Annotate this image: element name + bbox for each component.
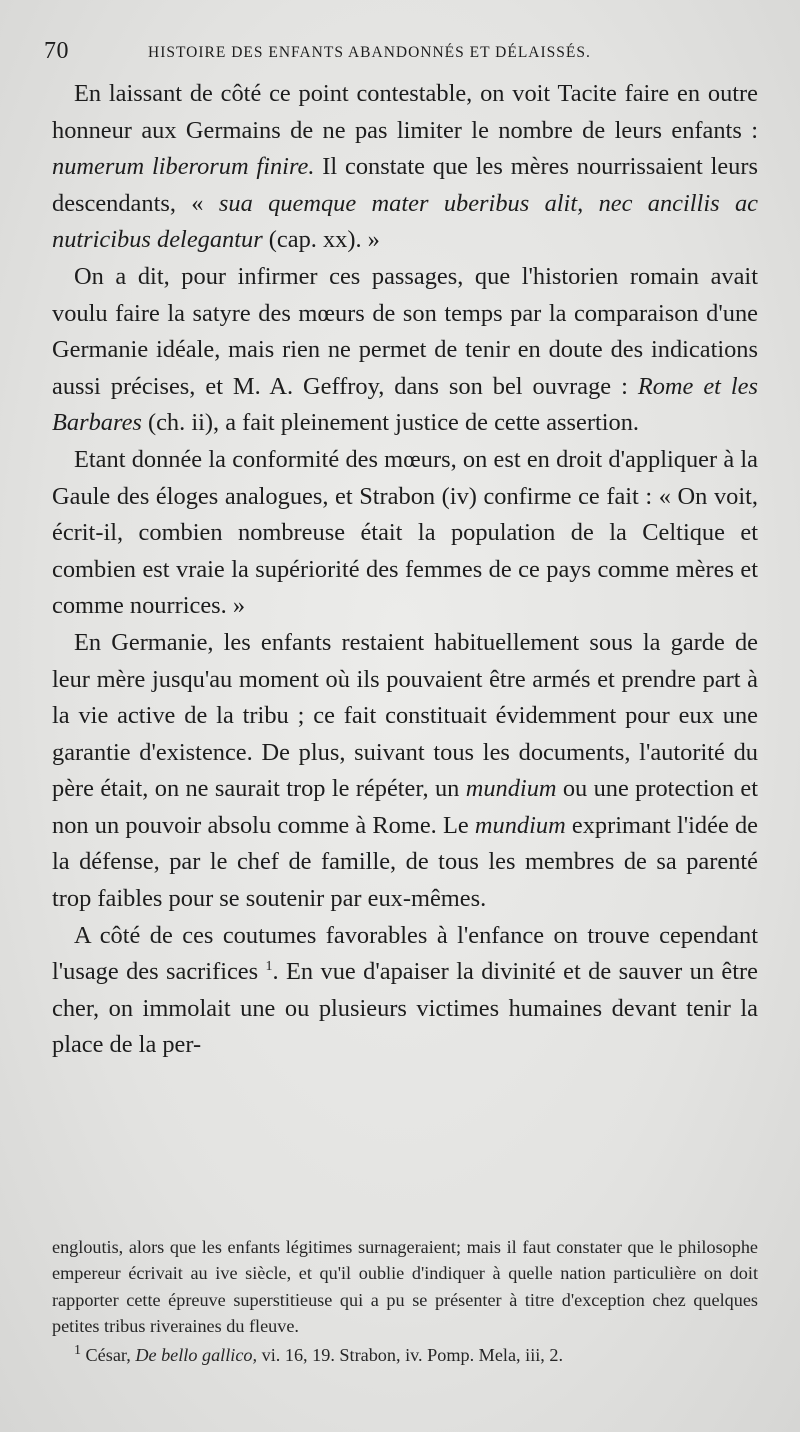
- paragraph-4: [52, 625, 758, 918]
- paragraph-1: [52, 76, 758, 259]
- footnote-1: [52, 1342, 758, 1368]
- paragraph-2-book-title: Rome et les Barbares: [52, 372, 758, 437]
- footnote-1-title: De bello gallico,: [135, 1344, 258, 1365]
- page-number: 70: [44, 38, 69, 64]
- body-text: [52, 76, 758, 1064]
- footnote-reference[interactable]: 1: [265, 959, 273, 975]
- paragraph-3: Etant donnée la conformité des mœurs, on est en droit d'appliquer à la Gaule des éloges analogues, et Strabon (iv) confirme ce fait : « On voit, écrit-il, combien nombreuse était la population de la Celtique et combien est vraie la supériorité des femmes de ce pays comme mères et comme nourrices. »: [52, 445, 758, 620]
- footnote-1-text-a: César,: [81, 1344, 136, 1365]
- paragraph-2-text-b: (ch. ii), a fait pleinement justice de cette assertion.: [141, 409, 639, 437]
- footnotes: [52, 1234, 758, 1368]
- paragraph-1-text-b: Il constate que les mères nourrissaient leurs descendants, «: [52, 153, 758, 217]
- paragraph-2: [52, 259, 758, 442]
- paragraph-5-text-a: A côté de ces coutumes favorables à l'enfance on trouve cependant l'usage des sacrifices: [52, 921, 758, 986]
- paragraph-4-text-b: ou une protection et non un pouvoir absolu comme à Rome. Le: [52, 775, 759, 839]
- running-head: HISTOIRE DES ENFANTS ABANDONNÉS ET DÉLAISSÉS.: [148, 44, 591, 61]
- paragraph-5-text-b: . En vue d'apaiser la divinité et de sauver un être cher, on immolait une ou plusieurs victimes humaines devant tenir la place de la per-: [52, 958, 758, 1059]
- paragraph-2-text-a: On a dit, pour infirmer ces passages, que l'historien romain avait voulu faire la satyre des mœurs de son temps par la comparaison d'une Germanie idéale, mais rien ne permet de tenir en doute des indications aussi précises, et M. A. Geffroy, dans son bel ouvrage :: [52, 262, 758, 400]
- paragraph-4-text-a: En Germanie, les enfants restaient habituellement sous la garde de leur mère jusqu'au moment où ils pouvaient être armés et prendre part à la vie active de la tribu ; ce fait constituait évidemment pour eux une garantie d'existence. De plus, suivant tous les documents, l'autorité du père était, on ne saurait trop le répéter, un: [52, 628, 758, 803]
- page-header: [44, 38, 764, 66]
- paragraph-4-text-c: exprimant l'idée de la défense, par le chef de famille, de tous les membres de sa parenté trop faibles pour se soutenir par eux-mêmes.: [52, 811, 759, 913]
- paragraph-1-latin-quote-1: numerum liberorum finire.: [52, 153, 315, 181]
- footnote-continued: engloutis, alors que les enfants légitimes surnageraient; mais il faut constater que le philosophe empereur écrivait au ive siècle, et qu'il oublie d'indiquer à quelle nation particulière on doit rapporter cette épreuve superstitieuse qui a pu se présenter à titre d'exception chez quelques petites tribus riveraines du fleuve.: [52, 1237, 758, 1337]
- footnote-1-marker: 1: [74, 1342, 81, 1358]
- paragraph-4-term-1: mundium: [465, 775, 557, 803]
- paragraph-1-text-a: En laissant de côté ce point contestable, on voit Tacite faire en outre honneur aux Germains de ne pas limiter le nombre de leurs enfants :: [52, 80, 758, 144]
- paragraph-4-term-2: mundium: [474, 811, 566, 839]
- footnote-1-text-b: vi. 16, 19. Strabon, iv. Pomp. Mela, iii, 2.: [257, 1344, 564, 1365]
- paragraph-1-latin-quote-2: sua quemque mater uberibus alit, nec ancillis ac nutricibus delegantur: [52, 189, 758, 254]
- paragraph-1-text-c: (cap. xx). »: [262, 226, 380, 254]
- paragraph-5: [52, 918, 758, 1064]
